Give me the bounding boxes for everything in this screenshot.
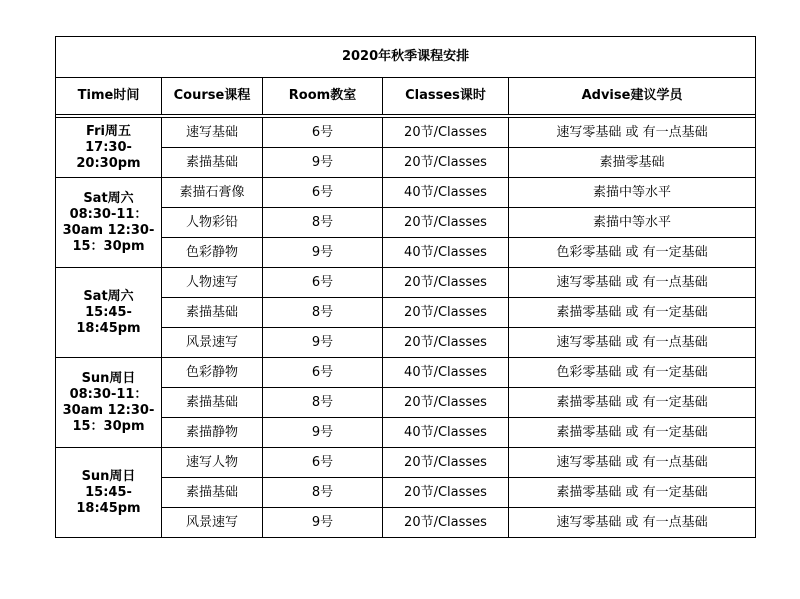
- time-line: 15：30pm: [72, 418, 145, 434]
- room-cell: 9号: [263, 328, 383, 358]
- advise-cell: 速写零基础 或 有一点基础: [509, 268, 756, 298]
- course-cell: 素描基础: [162, 298, 263, 328]
- classes-cell: 20节/Classes: [383, 508, 509, 538]
- course-cell: 人物速写: [162, 268, 263, 298]
- time-line: Sat周六: [83, 288, 134, 304]
- header-advise: Advise建议学员: [509, 78, 756, 115]
- time-cell: [56, 118, 162, 178]
- room-cell: 8号: [263, 388, 383, 418]
- time-line: Sun周日: [81, 468, 136, 484]
- room-cell: 9号: [263, 508, 383, 538]
- course-cell: 风景速写: [162, 328, 263, 358]
- course-cell: 速写基础: [162, 118, 263, 148]
- time-line: 08:30-11：: [69, 206, 148, 222]
- time-cell: [56, 268, 162, 358]
- schedule-table: [55, 36, 756, 538]
- time-line: 30am 12:30-: [62, 222, 155, 238]
- advise-cell: 素描零基础: [509, 148, 756, 178]
- room-cell: 9号: [263, 418, 383, 448]
- classes-cell: 20节/Classes: [383, 328, 509, 358]
- course-cell: 素描基础: [162, 388, 263, 418]
- course-cell: 人物彩铅: [162, 208, 263, 238]
- time-line: 17:30-20:30pm: [76, 139, 141, 171]
- advise-cell: 速写零基础 或 有一点基础: [509, 118, 756, 148]
- table-row: [56, 118, 756, 148]
- time-line: 15:45-18:45pm: [76, 304, 141, 336]
- course-cell: 素描基础: [162, 148, 263, 178]
- course-cell: 素描静物: [162, 418, 263, 448]
- room-cell: 8号: [263, 478, 383, 508]
- room-cell: 8号: [263, 208, 383, 238]
- time-line: Fri周五: [86, 123, 131, 139]
- time-line: 08:30-11：: [69, 386, 148, 402]
- course-cell: 风景速写: [162, 508, 263, 538]
- room-cell: 6号: [263, 118, 383, 148]
- classes-cell: 40节/Classes: [383, 178, 509, 208]
- table-row: [56, 268, 756, 298]
- classes-cell: 20节/Classes: [383, 268, 509, 298]
- advise-cell: 素描零基础 或 有一定基础: [509, 478, 756, 508]
- room-cell: 9号: [263, 238, 383, 268]
- advise-cell: 色彩零基础 或 有一定基础: [509, 358, 756, 388]
- classes-cell: 20节/Classes: [383, 298, 509, 328]
- table-row: [56, 448, 756, 478]
- time-line: Sun周日: [81, 370, 136, 386]
- advise-cell: 色彩零基础 或 有一定基础: [509, 238, 756, 268]
- header-time: Time时间: [56, 78, 162, 115]
- classes-cell: 20节/Classes: [383, 208, 509, 238]
- classes-cell: 20节/Classes: [383, 448, 509, 478]
- time-line: 30am 12:30-: [62, 402, 155, 418]
- course-cell: 素描石膏像: [162, 178, 263, 208]
- table-row: [56, 358, 756, 388]
- time-line: 15：30pm: [72, 238, 145, 254]
- room-cell: 6号: [263, 178, 383, 208]
- room-cell: 6号: [263, 448, 383, 478]
- header-classes: Classes课时: [383, 78, 509, 115]
- table-title: 2020年秋季课程安排: [56, 37, 756, 78]
- classes-cell: 20节/Classes: [383, 478, 509, 508]
- course-cell: 速写人物: [162, 448, 263, 478]
- course-cell: 素描基础: [162, 478, 263, 508]
- classes-cell: 40节/Classes: [383, 418, 509, 448]
- advise-cell: 素描零基础 或 有一定基础: [509, 418, 756, 448]
- header-room: Room教室: [263, 78, 383, 115]
- room-cell: 8号: [263, 298, 383, 328]
- time-cell: [56, 358, 162, 448]
- course-cell: 色彩静物: [162, 238, 263, 268]
- header-row: [56, 78, 756, 115]
- classes-cell: 20节/Classes: [383, 118, 509, 148]
- advise-cell: 速写零基础 或 有一点基础: [509, 328, 756, 358]
- advise-cell: 素描中等水平: [509, 208, 756, 238]
- advise-cell: 素描零基础 或 有一定基础: [509, 388, 756, 418]
- advise-cell: 速写零基础 或 有一点基础: [509, 508, 756, 538]
- classes-cell: 40节/Classes: [383, 238, 509, 268]
- room-cell: 6号: [263, 358, 383, 388]
- time-line: Sat周六: [83, 190, 134, 206]
- room-cell: 6号: [263, 268, 383, 298]
- classes-cell: 20节/Classes: [383, 148, 509, 178]
- classes-cell: 20节/Classes: [383, 388, 509, 418]
- advise-cell: 速写零基础 或 有一点基础: [509, 448, 756, 478]
- schedule-body: [56, 118, 756, 538]
- room-cell: 9号: [263, 148, 383, 178]
- header-course: Course课程: [162, 78, 263, 115]
- time-cell: [56, 448, 162, 538]
- time-cell: [56, 178, 162, 268]
- advise-cell: 素描中等水平: [509, 178, 756, 208]
- classes-cell: 40节/Classes: [383, 358, 509, 388]
- advise-cell: 素描零基础 或 有一定基础: [509, 298, 756, 328]
- table-row: [56, 178, 756, 208]
- course-cell: 色彩静物: [162, 358, 263, 388]
- time-line: 15:45-18:45pm: [76, 484, 141, 516]
- schedule-sheet: [55, 36, 755, 538]
